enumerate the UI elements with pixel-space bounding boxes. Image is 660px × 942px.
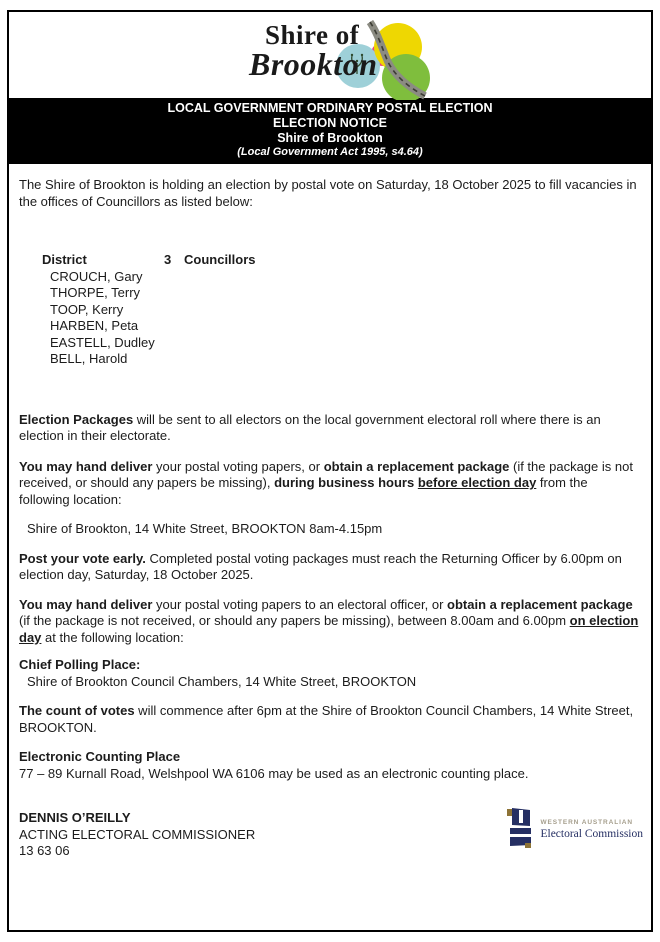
candidate-name: THORPE, Terry <box>50 285 141 301</box>
waec-name-line2: Electoral Commission <box>540 827 643 840</box>
post-early-paragraph <box>19 551 641 584</box>
chief-polling-place-block <box>19 657 641 690</box>
text-segment: obtain a replacement package <box>323 458 510 474</box>
text-segment: at the following location: <box>41 629 184 645</box>
text-segment: Electronic Counting Place <box>19 749 181 765</box>
shire-logo-text-line2: Brookton <box>249 46 378 82</box>
candidate-name: BELL, Harold <box>50 351 128 367</box>
banner-shire-name: Shire of Brookton <box>277 130 383 145</box>
notice-blocks <box>19 412 641 860</box>
candidate-name: TOOP, Kerry <box>50 301 124 317</box>
text-line <box>19 551 641 584</box>
electronic-counting-place-block <box>19 749 641 782</box>
banner-subtitle: ELECTION NOTICE <box>273 115 387 130</box>
candidate-name: HARBEN, Peta <box>50 318 139 334</box>
hand-deliver-before-paragraph <box>19 459 641 509</box>
text-segment: your postal voting papers, or <box>152 458 324 474</box>
text-segment: The count of votes <box>19 703 135 719</box>
election-notice-banner <box>9 98 651 164</box>
councillor-count: 3 <box>164 252 172 268</box>
text-segment: will commence after 6pm at the Shire of Brookton Council Chambers, 14 White Street, BROOKTON. <box>19 703 634 735</box>
election-packages-paragraph <box>19 412 641 445</box>
banner-act-reference: (Local Government Act 1995, s4.64) <box>237 146 423 159</box>
district-header-row <box>42 252 641 269</box>
text-line <box>19 597 641 647</box>
text-segment: You may hand deliver <box>19 458 153 474</box>
banner-title: LOCAL GOVERNMENT ORDINARY POSTAL ELECTION <box>167 101 493 115</box>
text-line <box>19 412 641 445</box>
notice-body <box>9 164 651 860</box>
shire-logo-area <box>9 12 651 98</box>
text-segment: on election day <box>19 613 639 645</box>
text-line <box>19 674 641 691</box>
text-segment: during business hours <box>274 475 418 491</box>
text-segment: 77 – 89 Kurnall Road, Welshpool WA 6106 may be used as an electronic counting place. <box>19 765 529 781</box>
district-label: District <box>42 252 87 268</box>
shire-logo-text-line1: Shire of <box>265 20 360 50</box>
district-table <box>42 252 641 368</box>
text-line <box>19 177 641 210</box>
text-segment: will be sent to all electors on the local government electoral roll where there is an election in their electorate. <box>19 411 601 444</box>
text-segment: your postal voting papers to an electoral officer, or <box>152 596 448 612</box>
count-of-votes-paragraph <box>19 703 641 736</box>
office-label: Councillors <box>184 252 256 268</box>
waec-name-line1: WESTERN AUSTRALIAN <box>540 818 633 826</box>
text-line <box>19 657 641 674</box>
text-segment: The Shire of Brookton is holding an election by postal vote on Saturday, 18 October 2025 to fill vacancies in the offices of Councillors as listed below: <box>19 177 637 209</box>
text-segment: Shire of Brookton, 14 White Street, BROOKTON 8am-4.15pm <box>27 521 383 537</box>
shire-logo <box>249 18 444 102</box>
text-segment: Election Packages <box>19 411 134 427</box>
candidate-name: CROUCH, Gary <box>50 268 143 284</box>
text-segment: (if the package is not received, or should any papers be missing), between 8.00am and 6.00pm <box>19 613 570 629</box>
text-segment: Chief Polling Place: <box>19 657 141 673</box>
candidate-list <box>50 269 641 368</box>
page-frame <box>7 10 653 932</box>
hand-deliver-election-day-paragraph <box>19 597 641 647</box>
text-segment: Shire of Brookton Council Chambers, 14 White Street, BROOKTON <box>27 673 417 689</box>
text-segment: from the following location: <box>19 475 588 507</box>
text-line <box>19 459 641 509</box>
text-line <box>19 703 641 736</box>
waec-ballot-box-icon <box>506 808 533 850</box>
candidate-name: EASTELL, Dudley <box>50 334 155 350</box>
text-segment: You may hand deliver <box>19 596 153 612</box>
text-segment: Completed postal voting packages must reach the Returning Officer by 6.00pm on election day, Saturday, 18 October 2025. <box>19 550 622 583</box>
text-line <box>19 521 641 538</box>
text-segment: (if the package is not received, or should any papers be missing), <box>19 458 633 491</box>
text-segment: obtain a replacement package <box>447 596 633 612</box>
text-segment: 13 63 06 <box>19 843 70 859</box>
intro-blocks <box>19 177 641 210</box>
text-segment: Post your vote early. <box>19 550 146 566</box>
package-location-line <box>19 521 641 538</box>
text-segment: DENNIS O’REILLY <box>19 810 131 826</box>
text-segment: ACTING ELECTORAL COMMISSIONER <box>19 826 256 842</box>
waec-logo <box>506 808 643 850</box>
intro-paragraph <box>19 177 641 210</box>
waec-logo-text <box>540 819 643 840</box>
text-line <box>19 749 641 766</box>
text-segment: before election day <box>417 475 537 491</box>
text-line <box>19 766 641 783</box>
